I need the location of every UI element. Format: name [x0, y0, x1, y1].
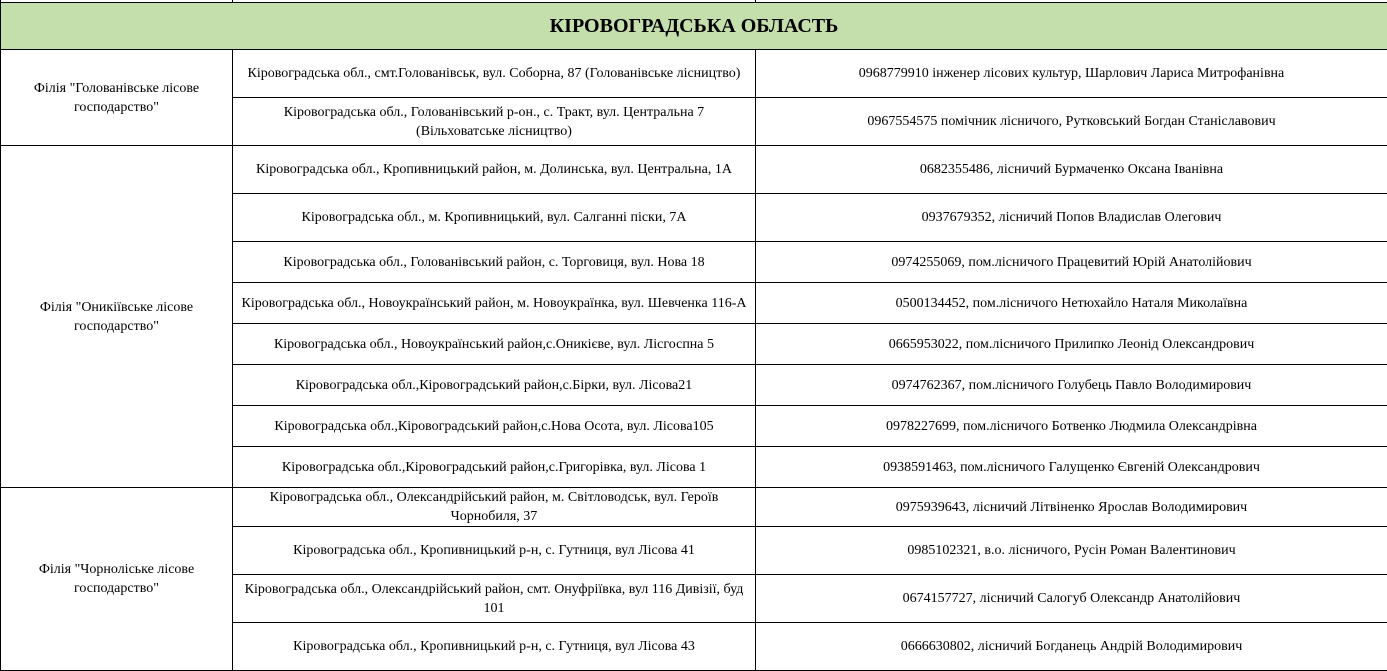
address-cell: Кіровоградська обл., Голованівський район, с. Торговиця, вул. Нова 18	[233, 242, 756, 283]
contact-cell: 0978227699, пом.лісничого Ботвенко Людмила Олександрівна	[756, 406, 1387, 447]
region-title: КІРОВОГРАДСЬКА ОБЛАСТЬ	[1, 3, 1387, 50]
address-cell: Кіровоградська обл., Голованівський р-он., с. Тракт, вул. Центральна 7 (Вільховатське лісництво)	[233, 98, 756, 146]
contact-cell: 0682355486, лісничий Бурмаченко Оксана Іванівна	[756, 146, 1387, 194]
table-row	[1, 146, 1387, 194]
address-cell: Кіровоградська обл., Олександрійський район, смт. Онуфріївка, вул 116 Дивізії, буд 101	[233, 575, 756, 623]
contact-cell: 0975939643, лісничий Літвіненко Ярослав Володимирович	[756, 488, 1387, 527]
table-row	[1, 50, 1387, 98]
contact-cell: 0985102321, в.о. лісничого, Русін Роман Валентинович	[756, 527, 1387, 575]
address-cell: Кіровоградська обл., Кропивницький район, м. Долинська, вул. Центральна, 1А	[233, 146, 756, 194]
branch-name: Філія "Голованівське лісове господарство"	[1, 50, 233, 146]
address-cell: Кіровоградська обл., Олександрійський район, м. Світловодськ, вул. Героїв Чорнобиля, 37	[233, 488, 756, 527]
address-cell: Кіровоградська обл.,Кіровоградський район,с.Нова Осота, вул. Лісова105	[233, 406, 756, 447]
contact-cell: 0967554575 помічник лісничого, Рутковський Богдан Станіславович	[756, 98, 1387, 146]
contact-cell: 0938591463, пом.лісничого Галущенко Євгеній Олександрович	[756, 447, 1387, 488]
branch-name: Філія "Чорноліське лісове господарство"	[1, 488, 233, 671]
contact-cell: 0968779910 інженер лісових культур, Шарлович Лариса Митрофанівна	[756, 50, 1387, 98]
contact-cell: 0500134452, пом.лісничого Нетюхайло Наталя Миколаївна	[756, 283, 1387, 324]
address-cell: Кіровоградська обл., Кропивницький р-н, с. Гутниця, вул Лісова 43	[233, 623, 756, 671]
address-cell: Кіровоградська обл., Кропивницький р-н, с. Гутниця, вул Лісова 41	[233, 527, 756, 575]
branch-name: Філія "Оникіївське лісове господарство"	[1, 146, 233, 488]
address-cell: Кіровоградська обл., Новоукраїнський район, м. Новоукраїнка, вул. Шевченка 116-А	[233, 283, 756, 324]
contact-cell: 0665953022, пом.лісничого Прилипко Леонід Олександрович	[756, 324, 1387, 365]
contact-cell: 0666630802, лісничий Богданець Андрій Володимирович	[756, 623, 1387, 671]
table-row	[1, 488, 1387, 527]
region-header-row	[1, 3, 1387, 50]
contact-cell: 0937679352, лісничий Попов Владислав Олегович	[756, 194, 1387, 242]
address-cell: Кіровоградська обл., смт.Голованівськ, вул. Соборна, 87 (Голованівське лісництво)	[233, 50, 756, 98]
contact-cell: 0974762367, пом.лісничого Голубець Павло Володимирович	[756, 365, 1387, 406]
address-cell: Кіровоградська обл., Новоукраїнський район,с.Оникієве, вул. Лісгоспна 5	[233, 324, 756, 365]
contact-cell: 0674157727, лісничий Салогуб Олександр Анатолійович	[756, 575, 1387, 623]
address-cell: Кіровоградська обл.,Кіровоградський район,с.Бірки, вул. Лісова21	[233, 365, 756, 406]
address-cell: Кіровоградська обл., м. Кропивницький, вул. Салганні піски, 7А	[233, 194, 756, 242]
address-cell: Кіровоградська обл.,Кіровоградський район,с.Григорівка, вул. Лісова 1	[233, 447, 756, 488]
contact-cell: 0974255069, пом.лісничого Працевитий Юрій Анатолійович	[756, 242, 1387, 283]
